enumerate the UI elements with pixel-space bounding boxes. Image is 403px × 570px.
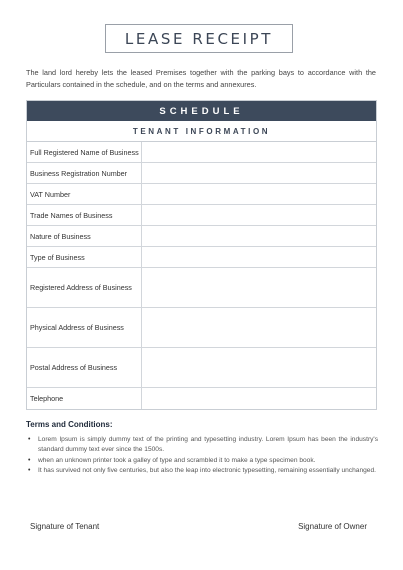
- form-row: [27, 247, 376, 268]
- form-row: [27, 268, 376, 308]
- bullet-icon: •: [28, 467, 31, 475]
- field-label-telephone: Telephone: [27, 388, 142, 409]
- field-input-physical-address[interactable]: [142, 308, 376, 347]
- field-input-registration-number[interactable]: [142, 163, 376, 183]
- field-input-telephone[interactable]: [142, 388, 376, 409]
- form-row: [27, 163, 376, 184]
- signature-owner-label: Signature of Owner: [298, 522, 367, 531]
- signature-tenant-label: Signature of Tenant: [30, 522, 100, 531]
- terms-list: [26, 435, 378, 477]
- field-label-nature-of-business: Nature of Business: [27, 226, 142, 246]
- field-input-registered-address[interactable]: [142, 268, 376, 307]
- field-input-trade-names[interactable]: [142, 205, 376, 225]
- terms-item-text: when an unknown printer took a galley of type and scrambled it to make a type specimen book.: [38, 456, 316, 464]
- field-label-physical-address: Physical Address of Business: [27, 308, 142, 347]
- bullet-icon: •: [28, 436, 31, 443]
- form-row: [27, 142, 376, 163]
- form-row: [27, 226, 376, 247]
- field-label-postal-address: Postal Address of Business: [27, 348, 142, 387]
- terms-item-text: It has survived not only five centuries, but also the leap into electronic typesetting, remaining essentially unchanged.: [38, 467, 376, 475]
- form-row: [27, 205, 376, 226]
- form-row: [27, 388, 376, 409]
- field-label-business-name: Full Registered Name of Business: [27, 142, 142, 162]
- field-input-type-of-business[interactable]: [142, 247, 376, 267]
- field-label-type-of-business: Type of Business: [27, 247, 142, 267]
- field-input-business-name[interactable]: [142, 142, 376, 162]
- title-box: [105, 24, 293, 53]
- field-label-vat-number: VAT Number: [27, 184, 142, 204]
- field-label-registered-address: Registered Address of Business: [27, 268, 142, 307]
- form-row: [27, 348, 376, 388]
- field-label-trade-names: Trade Names of Business: [27, 205, 142, 225]
- terms-item: [26, 466, 378, 476]
- page-title: LEASE RECEIPT: [124, 29, 274, 48]
- form-row: [27, 184, 376, 205]
- field-label-registration-number: Business Registration Number: [27, 163, 142, 183]
- field-input-nature-of-business[interactable]: [142, 226, 376, 246]
- field-input-vat-number[interactable]: [142, 184, 376, 204]
- tenant-information-header: TENANT INFORMATION: [27, 121, 376, 142]
- terms-item: [26, 435, 378, 456]
- bullet-icon: •: [28, 456, 31, 464]
- terms-item: [26, 456, 378, 466]
- form-row: [27, 308, 376, 348]
- terms-heading: Terms and Conditions:: [26, 420, 113, 429]
- terms-item-text: Lorem Ipsum is simply dummy text of the printing and typesetting industry. Lorem Ipsum has been the industry's standard dummy text ever since the 1500s.: [38, 436, 378, 454]
- schedule-header: SCHEDULE: [27, 101, 376, 121]
- tenant-form: [26, 100, 377, 410]
- field-input-postal-address[interactable]: [142, 348, 376, 387]
- intro-paragraph: The land lord hereby lets the leased Premises together with the parking bays to accordance with the Particulars contained in the schedule, and on the terms and annexures.: [26, 68, 376, 89]
